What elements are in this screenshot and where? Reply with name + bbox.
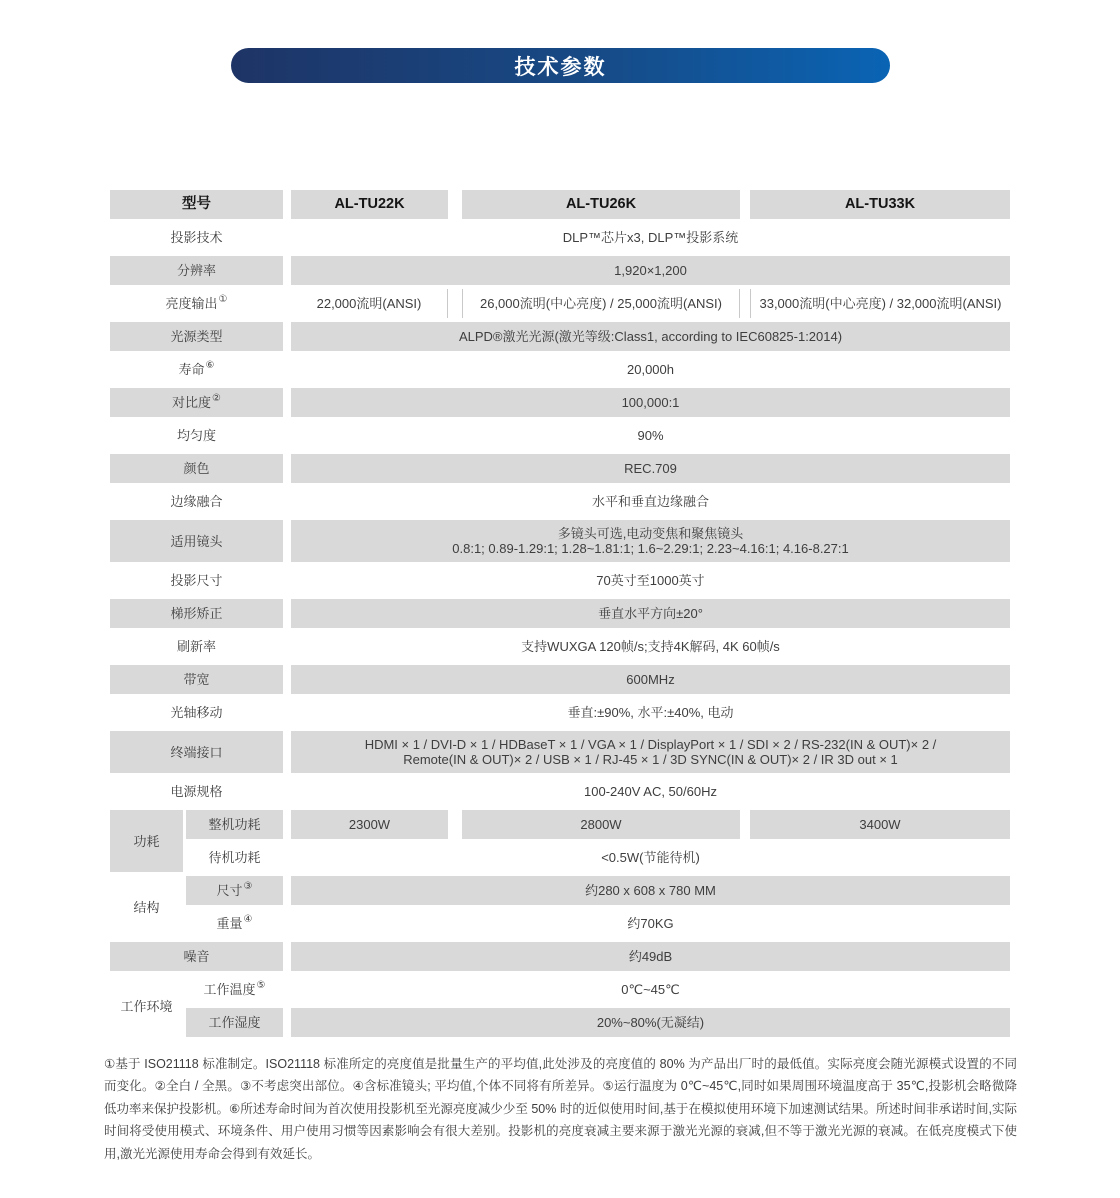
row-value-power-standby: <0.5W(节能待机): [601, 850, 700, 865]
row-label: 对比度 ②: [110, 388, 283, 417]
row-label: 寿命 ⑥: [178, 360, 215, 377]
row-lens: [110, 520, 1010, 562]
row-noise: [110, 942, 1010, 971]
footnotes: ①基于 ISO21118 标准制定。ISO21118 标准所定的亮度值是批量生产的平均值,此处涉及的亮度值的 80% 为产品出厂时的最低值。实际亮度会随光源模式设置的不同而变化。②全白 / 全黑。③不考虑突出部位。④含标准镜头; 平均值,个体不同将有所差异。⑤运行温度为 0℃~45℃,同时如果周围环境温度高于 35℃,投影机会略微降低功率来保护投影机。⑥所述寿命时间为首次使用投影机至光源亮度减少少至 50% 时的近似使用时间,基于在模拟使用环境下加速测试结果。所述时间非承诺时间,实际时间将受使用模式、环境条件、用户使用习惯等因素影响会有很大差别。投影机的亮度衰减主要来源于激光光源的衰减,但不等于激光光源的衰减。在低亮度模式下使用,激光光源使用寿命会得到有效延长。: [104, 1057, 1017, 1161]
footnote-ref-1: ①: [218, 294, 228, 305]
row-value: 20,000h: [627, 362, 674, 377]
header-model-al-tu22k: AL-TU22K: [291, 190, 448, 219]
row-label: 边缘融合: [170, 494, 223, 509]
row-projection-tech: [110, 223, 1010, 252]
row-label-temperature: 工作温度 ⑤: [203, 980, 266, 997]
row-value: [291, 520, 1010, 562]
header-model-label: 型号: [110, 190, 283, 219]
row-label: 投影技术: [170, 230, 223, 245]
footnote-ref-2: ②: [212, 393, 221, 404]
table-header-row: [110, 190, 1010, 219]
row-lens-shift: [110, 698, 1010, 727]
row-value-al-tu22k: 22,000流明(ANSI): [291, 289, 448, 318]
row-label: 带宽: [110, 665, 283, 694]
row-label: 终端接口: [110, 731, 283, 773]
row-color: [110, 454, 1010, 483]
group-label-structure: 结构: [133, 899, 160, 915]
header-model-al-tu33k: AL-TU33K: [750, 190, 1010, 219]
row-label-power-standby: 待机功耗: [208, 850, 261, 865]
group-power: [110, 810, 1010, 872]
row-label-power-total: 整机功耗: [186, 810, 283, 839]
section-title-banner: [231, 48, 890, 83]
row-value: [291, 731, 1010, 773]
row-value: REC.709: [291, 454, 1010, 483]
footnote-ref-5: ⑤: [256, 980, 266, 991]
row-label-humidity: 工作湿度: [186, 1008, 283, 1037]
row-value-weight: 约70KG: [627, 916, 674, 931]
row-refresh-rate: [110, 632, 1010, 661]
row-value: 水平和垂直边缘融合: [591, 494, 709, 509]
row-label: 均匀度: [176, 428, 216, 443]
spec-table: [110, 190, 1010, 1041]
row-value-al-tu26k: 26,000流明(中心亮度) / 25,000流明(ANSI): [462, 289, 740, 318]
row-bandwidth: [110, 665, 1010, 694]
section-title: 技术参数: [514, 55, 607, 79]
row-value: 1,920×1,200: [291, 256, 1010, 285]
row-light-source: [110, 322, 1010, 351]
row-value: 600MHz: [291, 665, 1010, 694]
row-label: 光轴移动: [170, 705, 223, 720]
row-value: 垂直:±90%, 水平:±40%, 电动: [567, 705, 734, 720]
row-terminals: [110, 731, 1010, 773]
row-uniformity: [110, 421, 1010, 450]
group-environment: [110, 975, 1010, 1037]
row-lifetime: [110, 355, 1010, 384]
row-label-dimensions: 尺寸 ③: [186, 876, 283, 905]
row-value-humidity: 20%~80%(无凝结): [291, 1008, 1010, 1037]
row-value-dimensions: 约280 x 608 x 780 MM: [291, 876, 1010, 905]
row-label: 颜色: [110, 454, 283, 483]
row-value: 90%: [637, 428, 664, 443]
row-resolution: [110, 256, 1010, 285]
row-value: 支持WUXGA 120帧/s;支持4K解码, 4K 60帧/s: [521, 639, 780, 654]
row-value-al-tu33k: 3400W: [750, 810, 1010, 839]
row-label: 噪音: [110, 942, 283, 971]
footnote-ref-3: ③: [243, 881, 253, 892]
lens-line-2: 0.8:1; 0.89-1.29:1; 1.28~1.81:1; 1.6~2.29:1; 2.23~4.16:1; 4.16-8.27:1: [452, 541, 849, 556]
row-power-spec: [110, 777, 1010, 806]
row-label: 投影尺寸: [170, 573, 223, 588]
lens-line-1: 多镜头可选,电动变焦和聚焦镜头: [557, 526, 744, 541]
row-label: 梯形矫正: [110, 599, 283, 628]
footnote-ref-6: ⑥: [205, 360, 215, 371]
group-structure: [110, 876, 1010, 938]
row-value-al-tu22k: 2300W: [291, 810, 448, 839]
row-value: 100-240V AC, 50/60Hz: [584, 784, 717, 799]
row-label: 适用镜头: [110, 520, 283, 562]
row-edge-blending: [110, 487, 1010, 516]
row-label: 刷新率: [176, 639, 216, 654]
row-label: 分辨率: [110, 256, 283, 285]
footnote-ref-4: ④: [243, 914, 253, 925]
row-label-weight: 重量 ④: [216, 914, 253, 931]
row-label: 亮度输出 ①: [165, 294, 228, 311]
group-label-environment: 工作环境: [120, 998, 173, 1014]
row-value: 约49dB: [291, 942, 1010, 971]
group-label-power: 功耗: [110, 810, 183, 872]
row-value-al-tu26k: 2800W: [462, 810, 740, 839]
row-projection-size: [110, 566, 1010, 595]
row-keystone: [110, 599, 1010, 628]
header-model-al-tu26k: AL-TU26K: [462, 190, 740, 219]
row-value: 垂直水平方向±20°: [291, 599, 1010, 628]
row-label: 电源规格: [170, 784, 223, 799]
row-label: 光源类型: [110, 322, 283, 351]
terminals-line-1: HDMI × 1 / DVI-D × 1 / HDBaseT × 1 / VGA × 1 / DisplayPort × 1 / SDI × 2 / RS-232(IN & OUT)× 2 /: [364, 737, 937, 752]
row-value: DLP™芯片x3, DLP™投影系统: [562, 230, 739, 245]
row-value-temperature: 0℃~45℃: [621, 982, 680, 997]
row-value: ALPD®激光光源(激光等级:Class1, according to IEC60825-1:2014): [291, 322, 1010, 351]
row-contrast: [110, 388, 1010, 417]
row-value-al-tu33k: 33,000流明(中心亮度) / 32,000流明(ANSI): [750, 289, 1010, 318]
terminals-line-2: Remote(IN & OUT)× 2 / USB × 1 / RJ-45 × 1 / 3D SYNC(IN & OUT)× 2 / IR 3D out × 1: [403, 752, 898, 767]
row-value: 70英寸至1000英寸: [596, 573, 705, 588]
row-value: 100,000:1: [291, 388, 1010, 417]
row-brightness: [110, 289, 1010, 318]
